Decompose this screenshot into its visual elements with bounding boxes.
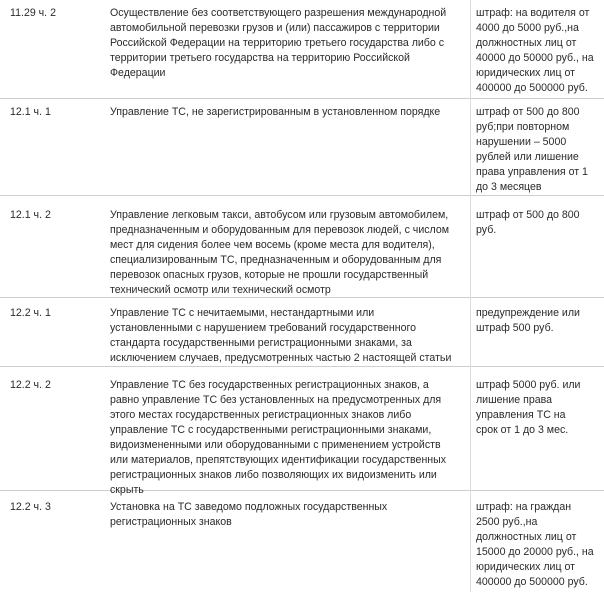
penalty-line: штраф от 500 до 800 [476,106,580,118]
penalty-line: 40000 до 50000 руб., на [476,52,594,64]
table-row [0,378,604,496]
table-row [0,6,604,99]
description-line: управление ТС с государственными регистрационными знаками, [110,424,432,436]
penalty-line: штраф: на водителя от [476,7,590,19]
description-line: регистрационных знаков [110,516,232,528]
description-line: видоизмененными или оборудованными с применением устройств [110,439,441,451]
penalty-cell [476,378,600,438]
description-line: территории третьего государства на территорию Российской [110,52,410,64]
description-line: регистрационных знаков либо позволяющих их видоизменить или [110,469,437,481]
table-row [0,208,604,298]
penalty-line: штраф от 500 до 800 [476,209,580,221]
penalty-line: предупреждение или [476,307,580,319]
description-line: этого местах государственных регистрационных знаков либо [110,409,412,421]
table-row [0,105,604,196]
penalty-cell [476,208,600,238]
description-line: перевозок опасных грузов, которые не прошли государственный [110,269,429,281]
penalty-line: штраф 5000 руб. или [476,379,581,391]
description-cell [110,378,465,498]
penalty-line: должностных лиц от [476,531,577,543]
description-line: Управление ТС с нечитаемыми, нестандартными или [110,307,375,319]
description-line: Российской Федерации на территорию третьего государства либо с [110,37,445,49]
description-line: равно управление ТС без установленных на предусмотренных для [110,394,442,406]
penalty-line: руб;при повторном [476,121,570,133]
column-divider [470,0,471,592]
description-cell [110,6,465,81]
penalty-cell [476,105,600,195]
description-line: скрыть [110,484,144,496]
description-line: мест для сидения более чем восемь (кроме места для водителя), [110,239,435,251]
penalty-line: штраф: на граждан [476,501,572,513]
description-line: Управление ТС без государственных регистрационных знаков, а [110,379,429,391]
article-cell: 12.2 ч. 2 [10,379,51,391]
penalty-line: нарушении – 5000 [476,136,567,148]
penalty-line: штраф 500 руб. [476,322,554,334]
penalty-line: 2500 руб.,на [476,516,538,528]
description-line: стандарта государственными регистрационными знаками, за [110,337,412,349]
table-row [0,306,604,367]
description-line: Управление легковым такси, автобусом или грузовым автомобилем, [110,209,449,221]
article-cell: 11.29 ч. 2 [10,7,56,19]
description-line: исключением случаев, предусмотренных частью 2 настоящей статьи [110,352,452,364]
penalty-line: лишение права [476,394,553,406]
description-line: предназначенным и оборудованным для перевозок людей, с числом [110,224,450,236]
article-cell: 12.1 ч. 2 [10,209,51,221]
description-line: Установка на ТС заведомо подложных государственных [110,501,388,513]
penalty-cell [476,6,600,96]
description-line: автомобильной перевозки грузов и (или) пассажиров с территории [110,22,440,34]
description-line: или материалов, препятствующих идентификации государственных [110,454,447,466]
penalty-line: 400000 до 500000 руб. [476,576,588,588]
article-cell: 12.2 ч. 1 [10,307,51,319]
penalty-line: руб. [476,224,497,236]
description-line: установленными с нарушением требований государственного [110,322,416,334]
description-line: Управление ТС, не зарегистрированным в установленном порядке [110,106,441,118]
penalty-line: юридических лиц от [476,561,575,573]
penalty-line: рублей или лишение [476,151,579,163]
description-line: Осуществление без соответствующего разрешения международной [110,7,447,19]
description-cell [110,306,465,366]
penalty-line: права управления от 1 [476,166,588,178]
penalty-cell [476,306,600,336]
penalty-line: срок от 1 до 3 мес. [476,424,569,436]
penalty-line: юридических лиц от [476,67,575,79]
article-cell: 12.2 ч. 3 [10,501,51,513]
penalty-cell [476,500,600,590]
description-line: специализированным ТС, предназначенным и оборудованным для [110,254,442,266]
penalty-line: 4000 до 5000 руб.,на [476,22,579,34]
description-cell [110,105,465,120]
description-line: Федерации [110,67,166,79]
article-cell: 12.1 ч. 1 [10,106,51,118]
table-row [0,500,604,592]
description-line: технический осмотр или технический осмотр [110,284,331,296]
description-cell [110,208,465,298]
description-cell [110,500,465,530]
penalty-line: до 3 месяцев [476,181,542,193]
penalty-line: должностных лиц от [476,37,577,49]
penalty-line: 400000 до 500000 руб. [476,82,588,94]
penalty-line: 15000 до 20000 руб., на [476,546,594,558]
penalty-line: управления ТС на [476,409,566,421]
